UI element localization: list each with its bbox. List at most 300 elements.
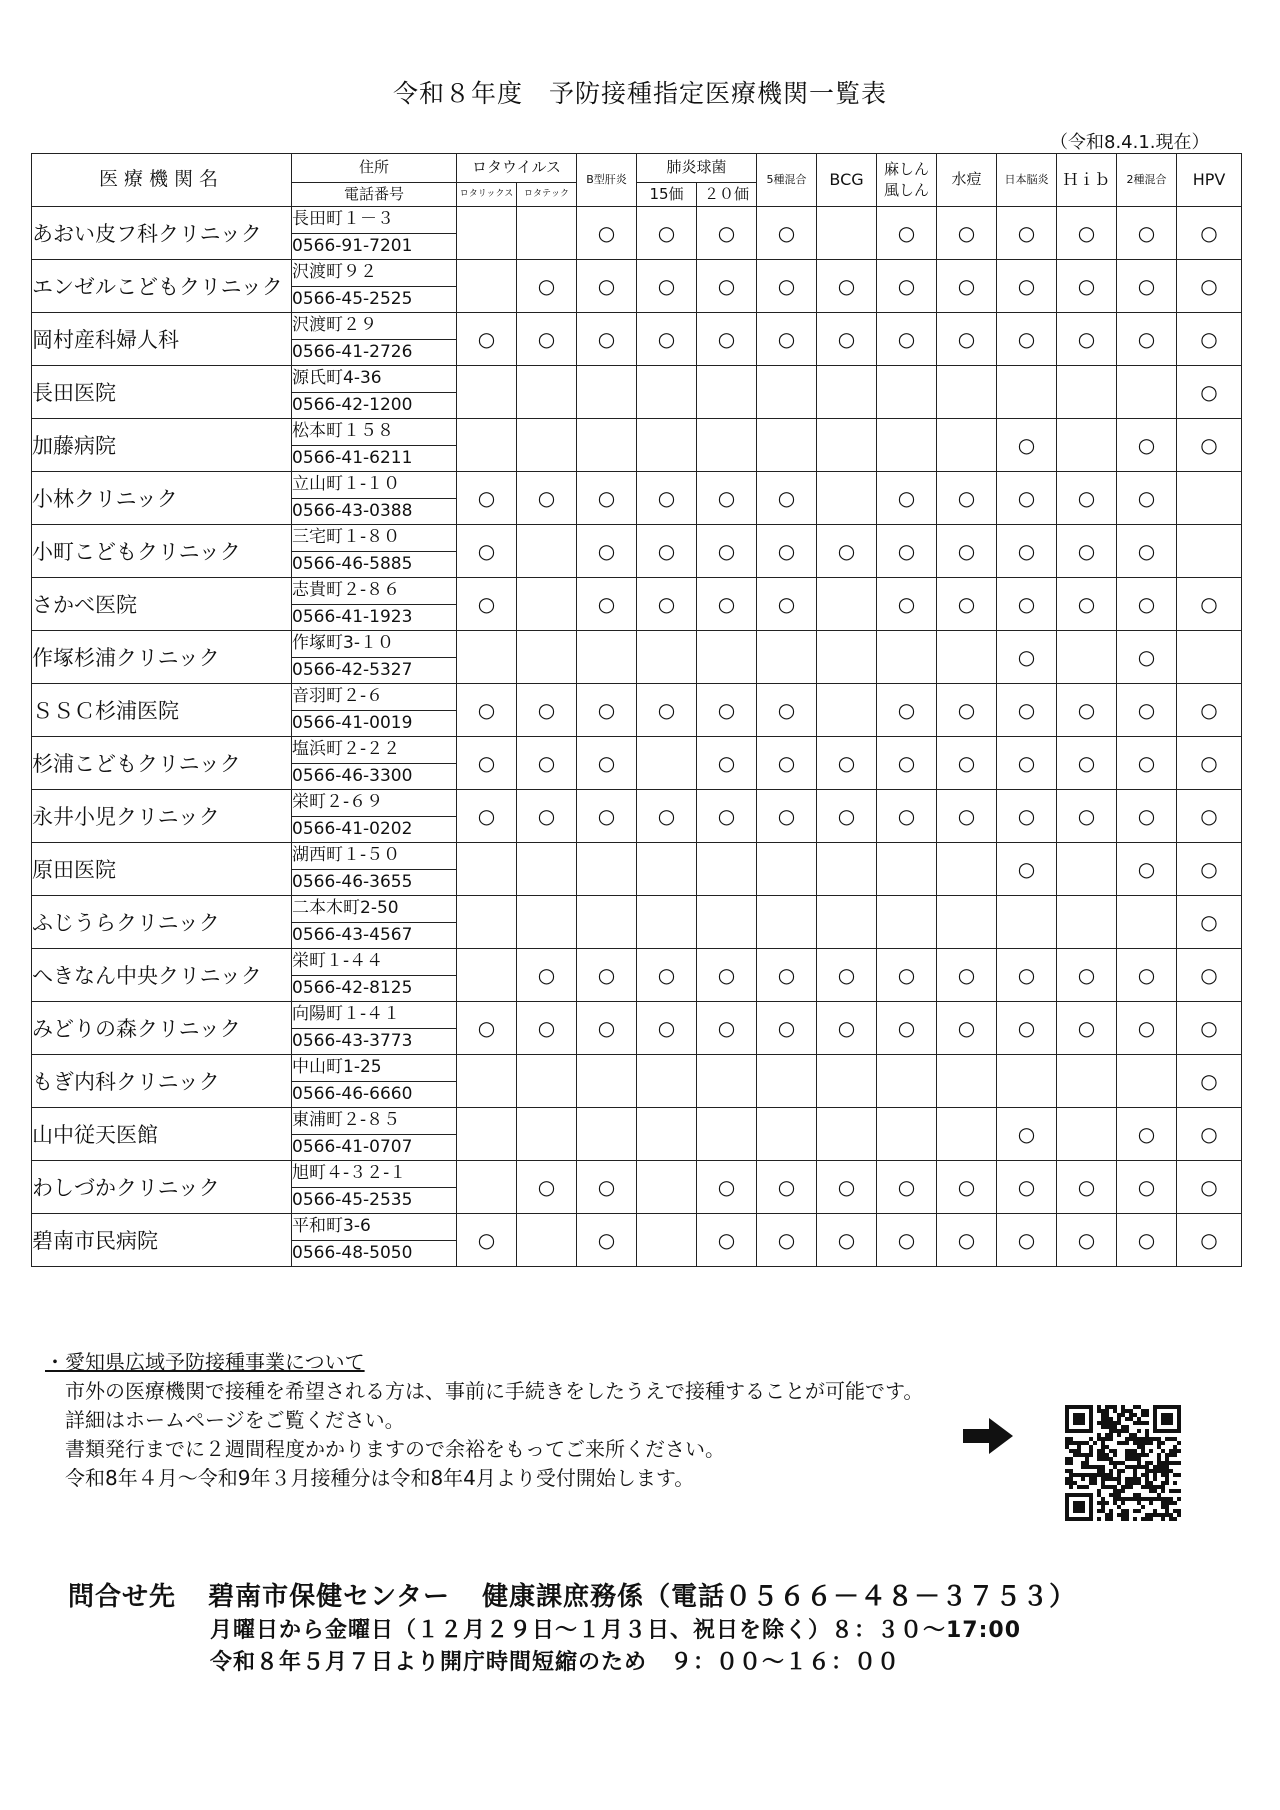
as-of-date: （令和8.4.1.現在） (1050, 132, 1210, 153)
clinic-address: 平和町3-6 (292, 1214, 457, 1241)
available-mark: ○ (997, 578, 1057, 631)
clinic-phone: 0566-41-0019 (292, 710, 457, 737)
contact-line (68, 1576, 1076, 1613)
available-mark: ○ (937, 684, 997, 737)
notes-heading: ・愛知県広域予防接種事業について (45, 1350, 365, 1374)
available-mark: ○ (1177, 578, 1242, 631)
available-mark: ○ (877, 737, 937, 790)
header-bcg: BCG (817, 154, 877, 207)
empty-cell (577, 843, 637, 896)
empty-cell (637, 1055, 697, 1108)
clinic-name: 碧南市民病院 (32, 1214, 292, 1267)
empty-cell (637, 896, 697, 949)
available-mark: ○ (757, 790, 817, 843)
empty-cell (1117, 366, 1177, 419)
available-mark: ○ (457, 790, 517, 843)
available-mark: ○ (757, 1161, 817, 1214)
available-mark: ○ (817, 525, 877, 578)
available-mark: ○ (817, 260, 877, 313)
empty-cell (577, 896, 637, 949)
available-mark: ○ (817, 313, 877, 366)
clinic-name: さかべ医院 (32, 578, 292, 631)
empty-cell (577, 1055, 637, 1108)
clinic-name: 小林クリニック (32, 472, 292, 525)
clinic-phone: 0566-46-3655 (292, 869, 457, 896)
available-mark: ○ (1177, 1055, 1242, 1108)
available-mark: ○ (1057, 207, 1117, 260)
empty-cell (457, 366, 517, 419)
clinic-address: 松本町１５８ (292, 419, 457, 446)
available-mark: ○ (1177, 843, 1242, 896)
notes-line: 令和8年４月～令和9年３月接種分は令和8年4月より受付開始します。 (65, 1466, 695, 1490)
available-mark: ○ (757, 949, 817, 1002)
available-mark: ○ (697, 1161, 757, 1214)
available-mark: ○ (637, 1002, 697, 1055)
empty-cell (637, 631, 697, 684)
available-mark: ○ (1177, 737, 1242, 790)
table-row (32, 1055, 1242, 1082)
available-mark: ○ (457, 737, 517, 790)
empty-cell (577, 1108, 637, 1161)
header-hepb: B型肝炎 (577, 154, 637, 207)
empty-cell (577, 631, 637, 684)
available-mark: ○ (1117, 843, 1177, 896)
clinic-name: わしづかクリニック (32, 1161, 292, 1214)
empty-cell (997, 896, 1057, 949)
header-addr: 住所 (292, 154, 457, 183)
office-hours-reduced: 令和８年５月７日より開庁時間短縮のため ９：００～１６：００ (210, 1650, 901, 1675)
available-mark: ○ (937, 737, 997, 790)
clinic-name: 山中従天医館 (32, 1108, 292, 1161)
header-pcv20: ２０価 (697, 183, 757, 207)
empty-cell (1117, 896, 1177, 949)
header-rotavirus: ロタウイルス (457, 154, 577, 183)
empty-cell (997, 1055, 1057, 1108)
office-hours-regular: 月曜日から金曜日（１２月２９日～１月３日、祝日を除く）８：３０～17:00 (210, 1618, 1022, 1643)
available-mark: ○ (637, 684, 697, 737)
available-mark: ○ (937, 260, 997, 313)
clinic-name: 作塚杉浦クリニック (32, 631, 292, 684)
empty-cell (937, 631, 997, 684)
clinic-phone: 0566-46-6660 (292, 1081, 457, 1108)
empty-cell (877, 631, 937, 684)
empty-cell (817, 472, 877, 525)
table-row (32, 419, 1242, 446)
empty-cell (457, 207, 517, 260)
empty-cell (457, 260, 517, 313)
empty-cell (457, 896, 517, 949)
available-mark: ○ (517, 790, 577, 843)
available-mark: ○ (877, 949, 937, 1002)
available-mark: ○ (937, 949, 997, 1002)
available-mark: ○ (997, 313, 1057, 366)
header-name: 医療機関名 (32, 154, 292, 207)
empty-cell (637, 1161, 697, 1214)
header-tel: 電話番号 (292, 183, 457, 207)
available-mark: ○ (1177, 1002, 1242, 1055)
available-mark: ○ (457, 472, 517, 525)
empty-cell (757, 1055, 817, 1108)
empty-cell (697, 1108, 757, 1161)
available-mark: ○ (997, 843, 1057, 896)
empty-cell (757, 631, 817, 684)
available-mark: ○ (757, 684, 817, 737)
empty-cell (1177, 472, 1242, 525)
header-rotarix: ロタリックス (457, 183, 517, 207)
empty-cell (577, 419, 637, 472)
table-row (32, 631, 1242, 658)
available-mark: ○ (637, 207, 697, 260)
header-mr-measles: 麻しん (884, 159, 930, 178)
available-mark: ○ (637, 313, 697, 366)
available-mark: ○ (997, 684, 1057, 737)
clinic-phone: 0566-46-5885 (292, 551, 457, 578)
table-row (32, 896, 1242, 923)
available-mark: ○ (1057, 949, 1117, 1002)
available-mark: ○ (1117, 207, 1177, 260)
available-mark: ○ (517, 472, 577, 525)
table-row (32, 366, 1242, 393)
empty-cell (877, 366, 937, 419)
available-mark: ○ (877, 207, 937, 260)
empty-cell (517, 1108, 577, 1161)
available-mark: ○ (1177, 260, 1242, 313)
header-two-combined: 2種混合 (1117, 154, 1177, 207)
table-row (32, 260, 1242, 287)
table-row (32, 525, 1242, 552)
available-mark: ○ (997, 737, 1057, 790)
available-mark: ○ (757, 260, 817, 313)
clinic-name: もぎ内科クリニック (32, 1055, 292, 1108)
available-mark: ○ (757, 1214, 817, 1267)
available-mark: ○ (1117, 737, 1177, 790)
available-mark: ○ (637, 790, 697, 843)
available-mark: ○ (757, 578, 817, 631)
clinic-address: 栄町１-４４ (292, 949, 457, 976)
clinic-phone: 0566-91-7201 (292, 233, 457, 260)
clinic-phone: 0566-41-0202 (292, 816, 457, 843)
available-mark: ○ (697, 737, 757, 790)
empty-cell (817, 207, 877, 260)
available-mark: ○ (577, 790, 637, 843)
empty-cell (817, 1055, 877, 1108)
available-mark: ○ (757, 737, 817, 790)
available-mark: ○ (1117, 472, 1177, 525)
clinic-address: 東浦町２-８５ (292, 1108, 457, 1135)
available-mark: ○ (997, 1002, 1057, 1055)
available-mark: ○ (997, 472, 1057, 525)
available-mark: ○ (577, 1161, 637, 1214)
empty-cell (457, 843, 517, 896)
empty-cell (1177, 525, 1242, 578)
empty-cell (1057, 1055, 1117, 1108)
header-varicella: 水痘 (937, 154, 997, 207)
available-mark: ○ (1057, 737, 1117, 790)
available-mark: ○ (1117, 1214, 1177, 1267)
clinic-address: 塩浜町２-２２ (292, 737, 457, 764)
clinic-phone: 0566-42-5327 (292, 657, 457, 684)
clinic-table (31, 153, 1242, 1267)
clinic-phone: 0566-46-3300 (292, 763, 457, 790)
empty-cell (637, 843, 697, 896)
empty-cell (757, 843, 817, 896)
available-mark: ○ (877, 472, 937, 525)
notes-line: 市外の医療機関で接種を希望される方は、事前に手続きをしたうえで接種することが可能です。 (65, 1379, 924, 1403)
header-rotateq: ロタテック (517, 183, 577, 207)
table-row (32, 1161, 1242, 1188)
available-mark: ○ (1117, 525, 1177, 578)
available-mark: ○ (517, 949, 577, 1002)
empty-cell (817, 896, 877, 949)
empty-cell (697, 1055, 757, 1108)
available-mark: ○ (1177, 684, 1242, 737)
empty-cell (637, 1108, 697, 1161)
header-hpv: HPV (1177, 154, 1242, 207)
available-mark: ○ (1177, 1108, 1242, 1161)
right-arrow-icon (963, 1418, 1013, 1454)
available-mark: ○ (937, 1002, 997, 1055)
empty-cell (517, 631, 577, 684)
available-mark: ○ (997, 790, 1057, 843)
table-row (32, 737, 1242, 764)
available-mark: ○ (577, 260, 637, 313)
empty-cell (517, 366, 577, 419)
clinic-address: 源氏町4-36 (292, 366, 457, 393)
empty-cell (877, 896, 937, 949)
available-mark: ○ (697, 684, 757, 737)
table-row (32, 1108, 1242, 1135)
available-mark: ○ (697, 525, 757, 578)
available-mark: ○ (457, 1002, 517, 1055)
clinic-name: ＳＳＣ杉浦医院 (32, 684, 292, 737)
available-mark: ○ (1177, 949, 1242, 1002)
available-mark: ○ (577, 684, 637, 737)
office-hours (210, 1615, 1021, 1679)
empty-cell (517, 1055, 577, 1108)
empty-cell (697, 366, 757, 419)
available-mark: ○ (517, 260, 577, 313)
available-mark: ○ (1177, 790, 1242, 843)
available-mark: ○ (457, 313, 517, 366)
available-mark: ○ (937, 207, 997, 260)
table-row (32, 472, 1242, 499)
available-mark: ○ (817, 1214, 877, 1267)
available-mark: ○ (637, 578, 697, 631)
clinic-address: 二本木町2-50 (292, 896, 457, 923)
available-mark: ○ (997, 949, 1057, 1002)
available-mark: ○ (1057, 525, 1117, 578)
empty-cell (937, 896, 997, 949)
available-mark: ○ (997, 1161, 1057, 1214)
empty-cell (1057, 366, 1117, 419)
available-mark: ○ (817, 949, 877, 1002)
clinic-phone: 0566-45-2535 (292, 1187, 457, 1214)
notes-line: 詳細はホームページをご覧ください。 (65, 1408, 405, 1432)
clinic-address: 三宅町１-８０ (292, 525, 457, 552)
clinic-name: 永井小児クリニック (32, 790, 292, 843)
clinic-address: 音羽町２-６ (292, 684, 457, 711)
empty-cell (1057, 1108, 1117, 1161)
available-mark: ○ (697, 313, 757, 366)
empty-cell (637, 366, 697, 419)
available-mark: ○ (577, 949, 637, 1002)
clinic-phone: 0566-42-1200 (292, 392, 457, 419)
empty-cell (1177, 631, 1242, 684)
clinic-address: 志貴町２-８６ (292, 578, 457, 605)
available-mark: ○ (577, 207, 637, 260)
clinic-address: 沢渡町９２ (292, 260, 457, 287)
available-mark: ○ (697, 207, 757, 260)
available-mark: ○ (697, 1002, 757, 1055)
clinic-name: エンゼルこどもクリニック (32, 260, 292, 313)
qr-code-icon[interactable] (1065, 1405, 1181, 1521)
available-mark: ○ (697, 472, 757, 525)
contact-org: 碧南市保健センター (208, 1582, 451, 1612)
available-mark: ○ (877, 525, 937, 578)
empty-cell (1057, 843, 1117, 896)
clinic-address: 作塚町3-１０ (292, 631, 457, 658)
empty-cell (937, 1108, 997, 1161)
empty-cell (517, 1214, 577, 1267)
empty-cell (937, 843, 997, 896)
available-mark: ○ (757, 472, 817, 525)
empty-cell (637, 419, 697, 472)
available-mark: ○ (757, 1002, 817, 1055)
clinic-name: あおい皮フ科クリニック (32, 207, 292, 260)
available-mark: ○ (1117, 1002, 1177, 1055)
available-mark: ○ (697, 1214, 757, 1267)
contact-label: 問合せ先 (68, 1582, 177, 1612)
available-mark: ○ (937, 313, 997, 366)
available-mark: ○ (577, 313, 637, 366)
clinic-name: ふじうらクリニック (32, 896, 292, 949)
available-mark: ○ (637, 525, 697, 578)
clinic-address: 旭町４-３２-１ (292, 1161, 457, 1188)
clinic-address: 栄町２-６９ (292, 790, 457, 817)
available-mark: ○ (757, 207, 817, 260)
empty-cell (517, 578, 577, 631)
clinic-name: へきなん中央クリニック (32, 949, 292, 1002)
available-mark: ○ (637, 949, 697, 1002)
empty-cell (457, 1055, 517, 1108)
available-mark: ○ (1057, 1002, 1117, 1055)
available-mark: ○ (1117, 419, 1177, 472)
available-mark: ○ (1117, 260, 1177, 313)
clinic-phone: 0566-41-0707 (292, 1134, 457, 1161)
available-mark: ○ (457, 1214, 517, 1267)
empty-cell (937, 1055, 997, 1108)
clinic-phone: 0566-48-5050 (292, 1240, 457, 1267)
available-mark: ○ (997, 207, 1057, 260)
available-mark: ○ (517, 1002, 577, 1055)
available-mark: ○ (937, 525, 997, 578)
available-mark: ○ (517, 684, 577, 737)
available-mark: ○ (1177, 1161, 1242, 1214)
clinic-phone: 0566-43-4567 (292, 922, 457, 949)
available-mark: ○ (697, 790, 757, 843)
table-row (32, 313, 1242, 340)
clinic-phone: 0566-41-2726 (292, 339, 457, 366)
empty-cell (817, 419, 877, 472)
clinic-name: 長田医院 (32, 366, 292, 419)
empty-cell (697, 843, 757, 896)
empty-cell (757, 366, 817, 419)
available-mark: ○ (697, 949, 757, 1002)
table-row (32, 684, 1242, 711)
available-mark: ○ (577, 525, 637, 578)
available-mark: ○ (1057, 684, 1117, 737)
clinic-name: 杉浦こどもクリニック (32, 737, 292, 790)
table-row (32, 1214, 1242, 1241)
available-mark: ○ (1177, 419, 1242, 472)
table-row (32, 578, 1242, 605)
clinic-name: みどりの森クリニック (32, 1002, 292, 1055)
table-row (32, 790, 1242, 817)
header-pneumococcal: 肺炎球菌 (637, 154, 757, 183)
available-mark: ○ (937, 1161, 997, 1214)
notes-section (45, 1348, 923, 1493)
available-mark: ○ (757, 525, 817, 578)
clinic-address: 長田町１－３ (292, 207, 457, 234)
header-mr (877, 154, 937, 207)
empty-cell (577, 366, 637, 419)
empty-cell (817, 684, 877, 737)
available-mark: ○ (997, 1108, 1057, 1161)
empty-cell (877, 843, 937, 896)
empty-cell (517, 525, 577, 578)
empty-cell (457, 631, 517, 684)
clinic-address: 湖西町１-５０ (292, 843, 457, 870)
empty-cell (517, 207, 577, 260)
available-mark: ○ (1177, 896, 1242, 949)
available-mark: ○ (1057, 790, 1117, 843)
clinic-phone: 0566-43-0388 (292, 498, 457, 525)
table-row (32, 1002, 1242, 1029)
available-mark: ○ (517, 1161, 577, 1214)
available-mark: ○ (1117, 1161, 1177, 1214)
available-mark: ○ (1057, 313, 1117, 366)
empty-cell (1057, 419, 1117, 472)
available-mark: ○ (877, 1214, 937, 1267)
empty-cell (817, 578, 877, 631)
empty-cell (637, 737, 697, 790)
available-mark: ○ (817, 1002, 877, 1055)
available-mark: ○ (997, 631, 1057, 684)
available-mark: ○ (697, 578, 757, 631)
available-mark: ○ (457, 684, 517, 737)
available-mark: ○ (877, 1002, 937, 1055)
available-mark: ○ (997, 419, 1057, 472)
empty-cell (637, 1214, 697, 1267)
table-row (32, 949, 1242, 976)
available-mark: ○ (877, 1161, 937, 1214)
empty-cell (877, 1055, 937, 1108)
available-mark: ○ (877, 684, 937, 737)
table-row (32, 843, 1242, 870)
available-mark: ○ (817, 1161, 877, 1214)
empty-cell (517, 843, 577, 896)
empty-cell (457, 949, 517, 1002)
empty-cell (877, 419, 937, 472)
available-mark: ○ (577, 1214, 637, 1267)
available-mark: ○ (997, 525, 1057, 578)
available-mark: ○ (1057, 260, 1117, 313)
available-mark: ○ (1117, 949, 1177, 1002)
available-mark: ○ (937, 578, 997, 631)
empty-cell (817, 631, 877, 684)
available-mark: ○ (1117, 631, 1177, 684)
clinic-address: 沢渡町２９ (292, 313, 457, 340)
